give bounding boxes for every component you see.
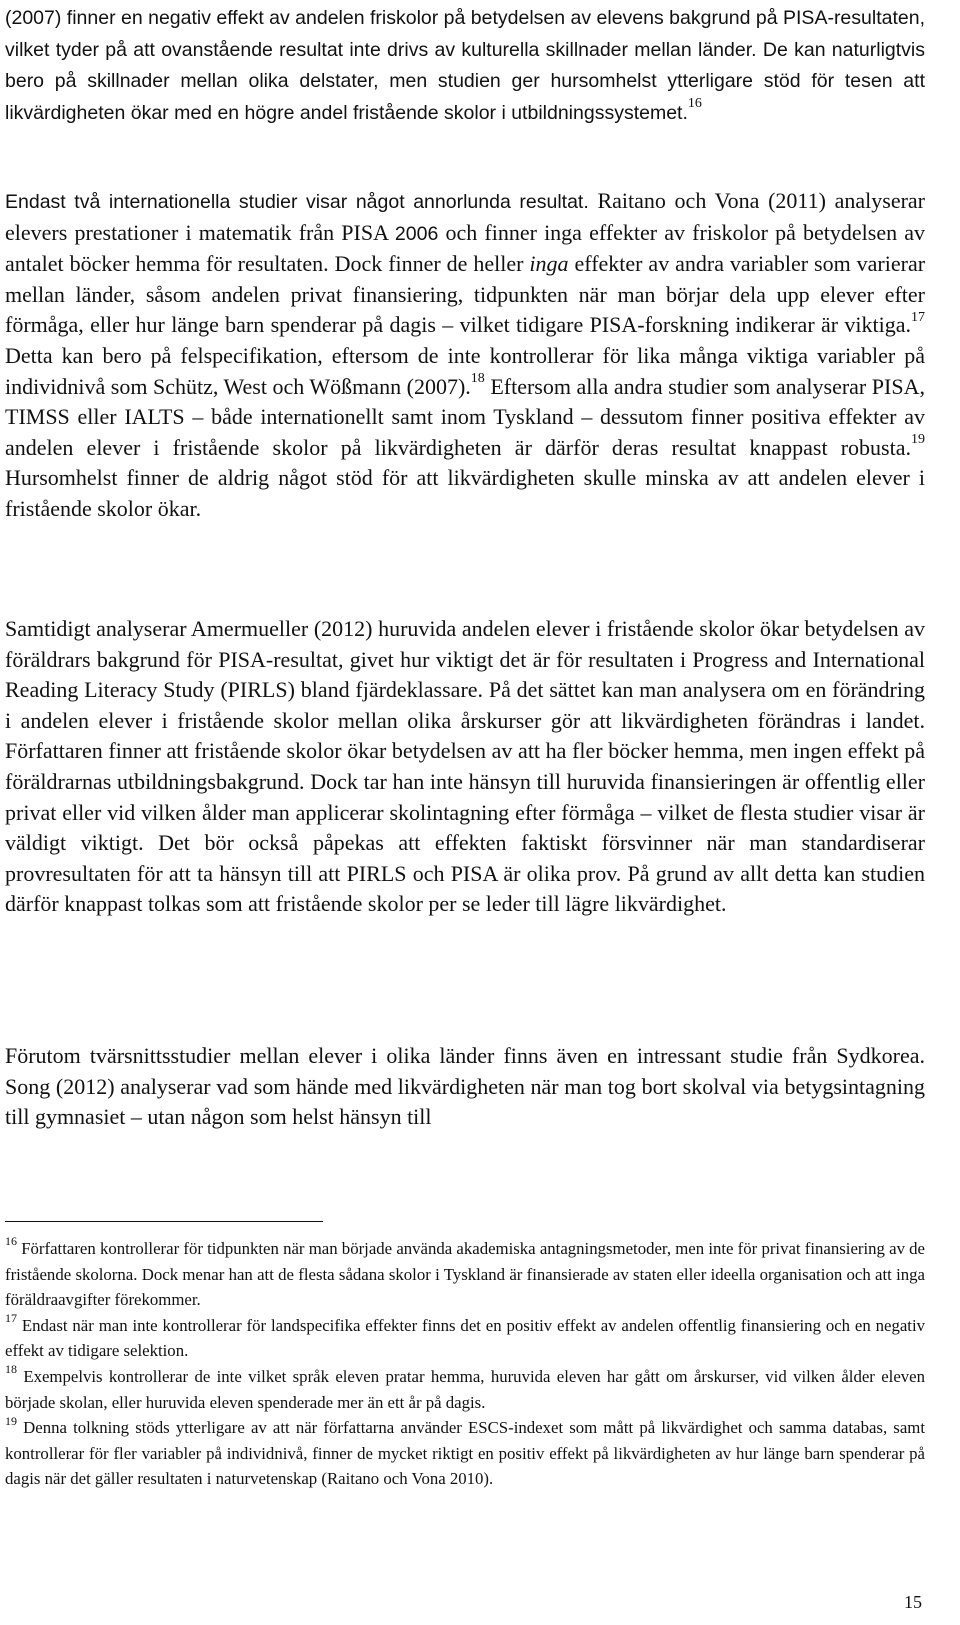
paragraph-2-text-a: Endast två internationella studier visar något annorlunda resultat. [5,191,589,213]
footnote-ref-16: 16 [687,96,702,112]
paragraph-2-text-f: Detta kan bero på felspecifikation, eftersom de inte kontrollerar för lika många viktiga variabler på individnivå som Schütz, West och Wößmann (2007). [5,342,925,399]
page-number: 15 [904,1592,922,1612]
paragraph-1-text-a: (2007) finner en negativ effekt av andelen friskolor på betydelsen av elevens bakgrund på PISA-resultaten, vilket tyder på att ovanstående resultat inte drivs av kulturella skillnader mellan länder. [5,7,925,61]
footnote-17 [5,1313,925,1364]
paragraph-2-text-g: Eftersom alla andra studier som analyserar PISA, TIMSS eller IALTS – både internationellt samt inom Tyskland – dessutom finner positiva effekter av andelen elever i fristående skolor på likvärdigheten är därför deras resultat knappast robusta. [5,373,925,460]
footnote-ref-17: 17 [911,310,925,326]
paragraph-2-text-d: Dock finner de heller [334,251,524,277]
emphasis-inga: inga [529,251,569,277]
paragraph-3-text-b: På det sättet kan man analysera om en förändring i andelen elever i fristående skolor mellan olika årskurser gör att likvärdigheten förändras i landet. Författaren finner att fristående skolor ökar betydelsen av att ha fler böcker hemma, men ingen effekt på föräldrarnas utbildningsbakgrund. [5,677,925,794]
footnote-separator [5,1221,323,1222]
footnote-19-text: Denna tolkning stöds ytterligare av att när författarna använder ESCS-indexet som mått på likvärdighet och samma databas, samt kontrollerar för fler variabler på individnivå, finner de mycket riktigt en positiv effekt på likvärdigheten av hur länge barn spenderar på dagis när det gäller resultaten i naturvetenskap (Raitano och Vona 2010). [5,1418,925,1489]
footnote-18-text: Exempelvis kontrollerar de inte vilket språk eleven pratar hemma, huruvida eleven har gått om årskurser, vid vilken ålder eleven började skolan, eller huruvida eleven spenderade mer än ett år på dagis. [5,1366,925,1412]
paragraph-1 [5,2,925,128]
paragraph-4-text-b: Song (2012) analyserar vad som hände med likvärdigheten när man tog bort skolval via betygsintagning till gymnasiet – utan någon som helst hänsyn till [5,1073,925,1130]
paragraph-2 [5,186,925,525]
footnote-number-19: 19 [5,1413,17,1428]
paragraph-2-text-b: Raitano och Vona (2011) analyserar elevers prestationer i matematik från PISA [5,188,925,245]
footnote-number-17: 17 [5,1311,17,1326]
paragraph-2-text-e: effekter av andra variabler som varierar mellan länder, såsom andelen privat finansiering, tidpunkten när man börjar dela upp elever efter förmåga, eller hur länge barn spenderar på dagis – vilket tidigare PISA-forskning indikerar är viktiga. [5,251,926,338]
footnote-17-text: Endast när man inte kontrollerar för landspecifika effekter finns det en positiv effekt av andelen offentlig finansiering och en negativ effekt av tidigare selektion. [5,1315,926,1361]
footnote-19 [5,1415,925,1492]
footnote-16-text-b: Dock menar han att de flesta sådana skolor i Tyskland är finansierade av staten eller ideella organisation och att inga föräldraavgifter förekommer. [5,1264,926,1310]
footnote-number-16: 16 [5,1234,17,1249]
paragraph-3-text-a: Samtidigt analyserar Amermueller (2012) huruvida andelen elever i fristående skolor ökar betydelsen av föräldrars bakgrund för PISA-resultat, givet hur viktigt det är för resultaten i Progress and International Reading Literacy Study (PIRLS) bland fjärdeklassare. [5,616,925,703]
footnote-16 [5,1236,925,1313]
paragraph-3-text-c: Dock tar han inte hänsyn till huruvida finansieringen är offentlig eller privat eller vid vilken ålder man applicerar skolintagning efter förmåga – vilket de flesta studier visar är väldigt viktigt. [5,768,926,856]
paragraph-4-text-a: Förutom tvärsnittsstudier mellan elever i olika länder finns även en intressant studie från Sydkorea. [5,1043,925,1068]
paragraph-2-text-h: Hursomhelst finner de aldrig något stöd för att likvärdigheten skulle minska av att andelen elever i fristående skolor ökar. [5,465,925,521]
paragraph-3 [5,614,925,920]
footnote-number-18: 18 [5,1362,17,1377]
footnote-ref-18: 18 [470,371,485,387]
paragraph-2-text-c: och finner inga effekter av friskolor på betydelsen av antalet böcker hemma för resultaten. [5,219,925,277]
footnote-16-text-a: Författaren kontrollerar för tidpunkten när man började använda akademiska antagningsmetoder, men inte för privat finansiering av de fristående skolorna. [5,1239,925,1284]
footnote-ref-19: 19 [911,432,925,448]
paragraph-3-text-d: Det bör också påpekas att effekten faktiskt försvinner när man standardiserar provresultaten för att ta hänsyn till att PIRLS och PISA är olika prov. [5,830,925,886]
paragraph-4 [5,1041,925,1133]
paragraph-3-text-e: På grund av allt detta kan studien därför knappast tolkas som att fristående skolor per se leder till lägre likvärdighet. [5,860,926,917]
paragraph-1-text-b: De kan naturligtvis bero på skillnader mellan olika delstater, men studien ger hursomhelst ytterligare stöd för tesen att likvärdigheten ökar med en högre andel fristående skolor i utbildningssystemet. [5,38,926,124]
footnote-18 [5,1364,925,1415]
footnotes [5,1236,925,1492]
paragraph-2-year: 2006 [394,222,439,245]
